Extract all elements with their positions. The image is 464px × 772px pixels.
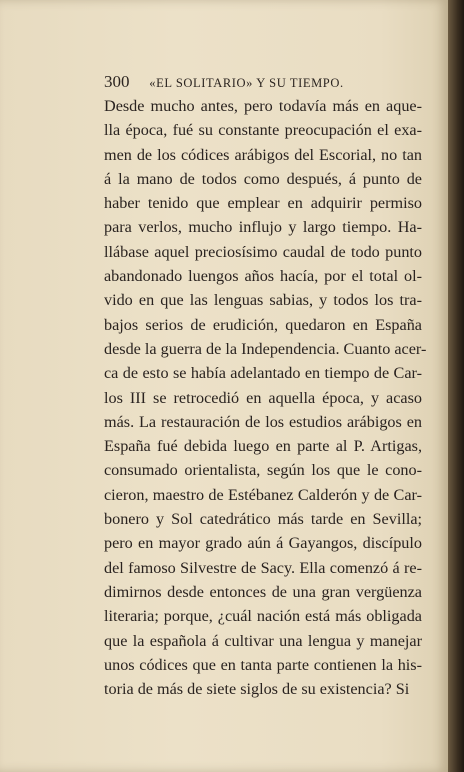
text-line: que la española á cultivar una lengua y manejar [104,631,422,650]
text-line: á la mano de todos como después, á punto de [104,169,422,188]
text-line: vido en que las lenguas sabias, y todos los tra- [104,291,422,310]
text-line: ca de esto se había adelantado en tiempo de Car- [104,364,422,383]
text-line: desde la guerra de la Independencia. Cuanto acer- [104,339,427,358]
text-line: cieron, maestro de Estébanez Calderón y de Car- [104,485,422,504]
text-line: más. La restauración de los estudios arábigos en [104,412,422,431]
page-edge [448,0,464,772]
text-line: haber tenido que emplear en adquirir permiso [104,194,422,213]
running-head [104,72,424,92]
text-line: toria de más de siete siglos de su existencia? Si [104,680,410,699]
text-line: abandonado luengos años hacía, por el total ol- [104,267,422,286]
running-title: «EL SOLITARIO» Y SU TIEMPO. [149,76,344,90]
text-line: del famoso Silvestre de Sacy. Ella comenzó á re- [104,558,422,577]
text-line: para verlos, mucho influjo y largo tiempo. Ha- [104,218,422,237]
text-line: lla época, fué su constante preocupación el exa- [104,121,422,140]
text-line: literaria; porque, ¿cuál nación está más obligada [104,607,422,626]
text-line: pero en mayor grado aún á Gayangos, discípulo [104,534,422,553]
body-text [104,94,427,701]
page-number: 300 [104,72,130,91]
text-line: men de los códices arábigos del Escorial, no tan [104,145,422,164]
text-line: consumado orientalista, según los que le cono- [104,461,422,480]
text-line: los III se retrocedió en aquella época, y acaso [104,388,422,407]
text-line: bonero y Sol catedrático más tarde en Sevilla; [104,510,422,529]
text-line: dimirnos desde entonces de una gran vergüenza [104,582,422,601]
text-line: España fué debida luego en parte al P. Artigas, [104,437,422,456]
text-line: Desde mucho antes, pero todavía más en aque- [104,97,422,115]
text-line: bajos serios de erudición, quedaron en España [104,315,422,334]
text-line: llábase aquel preciosísimo caudal de todo punto [104,242,422,261]
text-line: unos códices que en tanta parte contienen la his- [104,655,422,674]
